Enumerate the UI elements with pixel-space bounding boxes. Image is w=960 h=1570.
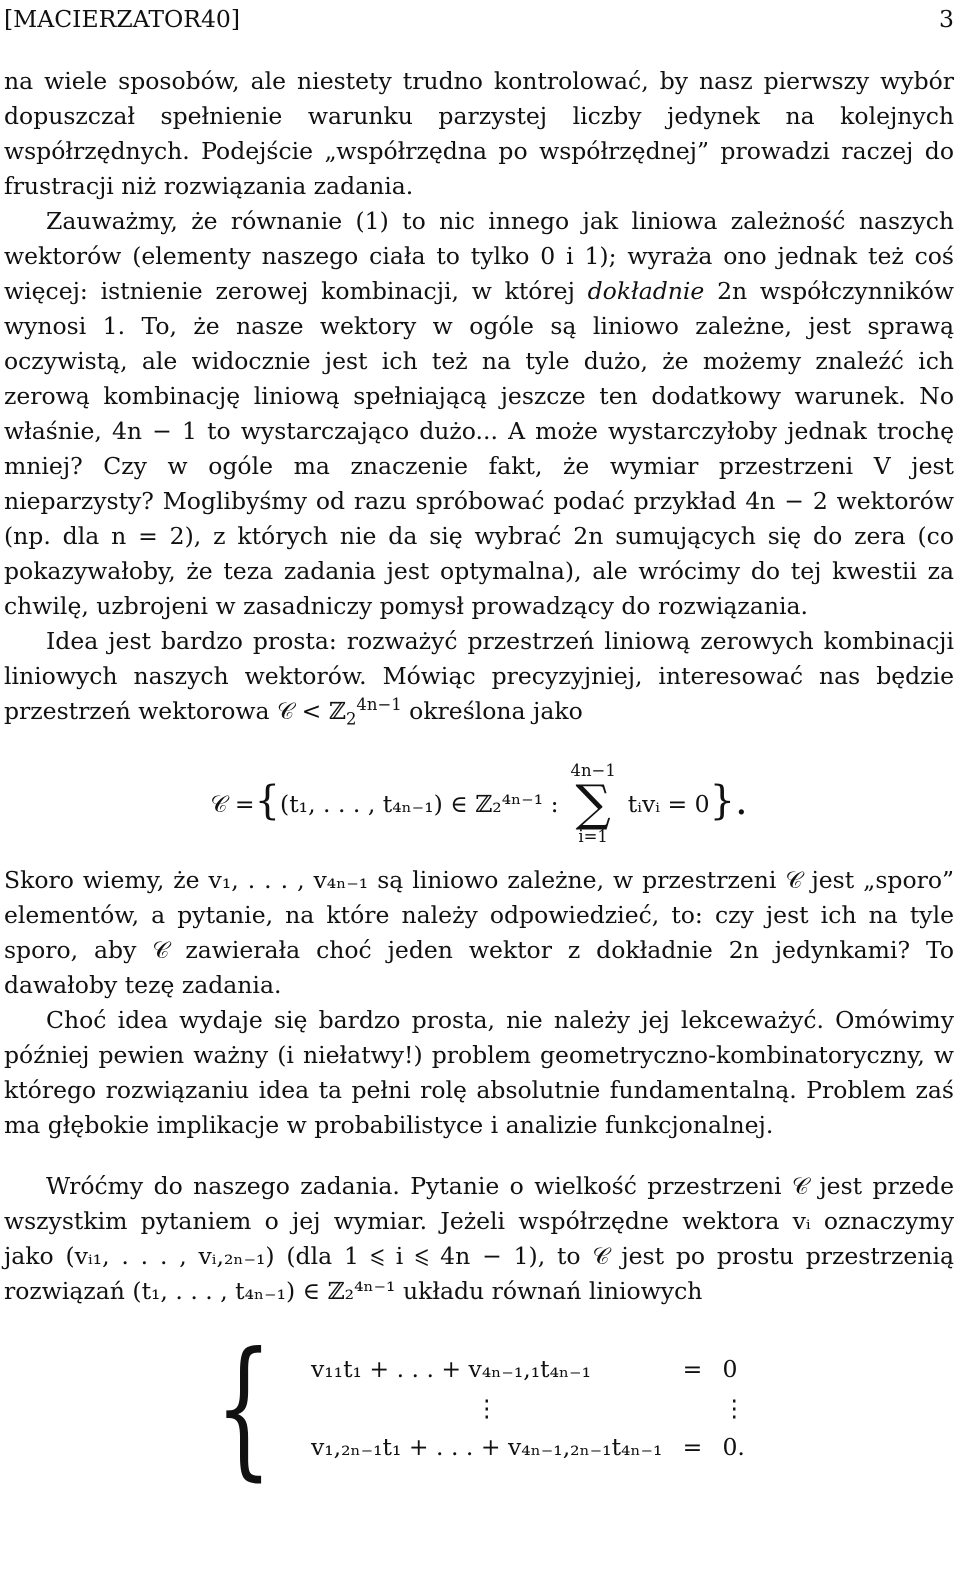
z2-superscript: 4n−1	[356, 695, 402, 715]
system-brace: {	[214, 1321, 272, 1495]
row-3-rhs: 0.	[722, 1432, 745, 1461]
eq-body: tᵢvᵢ = 0	[627, 789, 710, 818]
header-title: [MACIERZATOR40]	[4, 5, 241, 33]
emphasis-dokladnie: dokładnie	[587, 277, 705, 305]
paragraph-3-part-b: określona jako	[401, 697, 583, 725]
eq-close-brace: }.	[709, 778, 748, 825]
eq-lhs: 𝒞 =	[210, 789, 255, 818]
paragraph-3	[4, 624, 954, 729]
paragraph-3-part-a: Idea jest bardzo prosta: rozważyć przestrzeń liniową zerowych kombinacji liniowych naszych wektorów. Mówiąc precyzyjniej, interesować nas będzie przestrzeń wektorowa 𝒞 < ℤ	[4, 627, 954, 725]
row-1-rhs: 0	[722, 1354, 738, 1383]
paragraph-2-part-a: Zauważmy, że równanie (1) to nic innego jak liniowa zależność naszych wektorów (elementy naszego ciała to tylko 0 i 1); wyraża ono jednak też coś więcej: istnienie zerowej kombinacji, w której	[4, 207, 954, 305]
row-2-lhs: ⋮	[474, 1393, 499, 1422]
paragraph-2	[4, 204, 954, 624]
system-rows	[311, 1352, 762, 1465]
equation-c-definition	[4, 749, 954, 859]
row-3-rel: =	[682, 1432, 703, 1461]
sum-upper-limit: 4n−1	[570, 760, 616, 780]
row-2-rhs: ⋮	[722, 1393, 746, 1422]
sum-sigma: ∑	[575, 774, 611, 833]
eq-tuple: (t₁, . . . , t₄ₙ₋₁) ∈ ℤ₂⁴ⁿ⁻¹ :	[280, 789, 559, 818]
row-1-rel: =	[682, 1354, 703, 1383]
eq-sum	[570, 760, 616, 846]
paragraph-2-part-b: 2n współczynników wynosi 1. To, że nasze wektory w ogóle są liniowo zależne, jest sprawą oczywistą, ale widocznie jest ich też na tyle dużo, że możemy znaleźć ich zerową kombinację liniową spełniającą jeszcze ten dodatkowy warunek. No właśnie, 4n − 1 to wystarczająco dużo... A może wystarczyłoby jednak trochę mniej? Czy w ogóle ma znaczenie fakt, że wymiar przestrzeni V jest nieparzysty? Moglibyśmy od razu spróbować podać przykład 4n − 2 wektorów (np. dla n = 2), z których nie da się wybrać 2n sumujących się do zera (co pokazywałoby, że teza zadania jest optymalna), ale wrócimy do tej kwestii za chwilę, uzbrojeni w zasadniczy pomysł prowadzący do rozwiązania.	[4, 277, 954, 620]
paragraph-5: Choć idea wydaje się bardzo prosta, nie należy jej lekceważyć. Omówimy później pewien ważny (i niełatwy!) problem geometryczno-kombinatoryczny, w którego rozwiązaniu idea ta pełni rolę absolutnie fundamentalną. Problem zaś ma głębokie implikacje w probabilistyce i analizie funkcjonalnej.	[4, 1006, 954, 1139]
running-header	[4, 2, 954, 38]
z2-subscript: 2	[345, 709, 357, 729]
eq-open-brace: {	[254, 778, 281, 825]
row-3-lhs: v₁,₂ₙ₋₁t₁ + . . . + v₄ₙ₋₁,₂ₙ₋₁t₄ₙ₋₁	[310, 1432, 663, 1461]
paragraph-1: na wiele sposobów, ale niestety trudno kontrolować, by nasz pierwszy wybór dopuszczał spełnienie warunku parzystej liczby jedynek na kolejnych współrzędnych. Podejście „współrzędna po współrzędnej” prowadzi raczej do frustracji niż rozwiązania zadania.	[4, 67, 954, 200]
paragraph-4: Skoro wiemy, że v₁, . . . , v₄ₙ₋₁ są liniowo zależne, w przestrzeni 𝒞 jest „sporo” elementów, a pytanie, na które należy odpowiedzieć, to: czy jest ich na tyle sporo, aby 𝒞 zawierała choć jeden wektor z dokładnie 2n jedynkami? To dawałoby tezę zadania.	[4, 866, 954, 999]
page-number: 3	[939, 5, 954, 33]
paragraph-6: Wróćmy do naszego zadania. Pytanie o wielkość przestrzeni 𝒞 jest przede wszystkim pytaniem o jej wymiar. Jeżeli współrzędne wektora vᵢ oznaczymy jako (vᵢ₁, . . . , vᵢ,₂ₙ₋₁) (dla 1 ⩽ i ⩽ 4n − 1), to 𝒞 jest po prostu przestrzenią rozwiązań (t₁, . . . , t₄ₙ₋₁) ∈ ℤ₂⁴ⁿ⁻¹ układu równań liniowych	[4, 1172, 954, 1305]
equation-system	[4, 1323, 954, 1493]
sum-lower-limit: i=1	[578, 826, 608, 846]
row-1-lhs: v₁₁t₁ + . . . + v₄ₙ₋₁,₁t₄ₙ₋₁	[310, 1354, 591, 1383]
